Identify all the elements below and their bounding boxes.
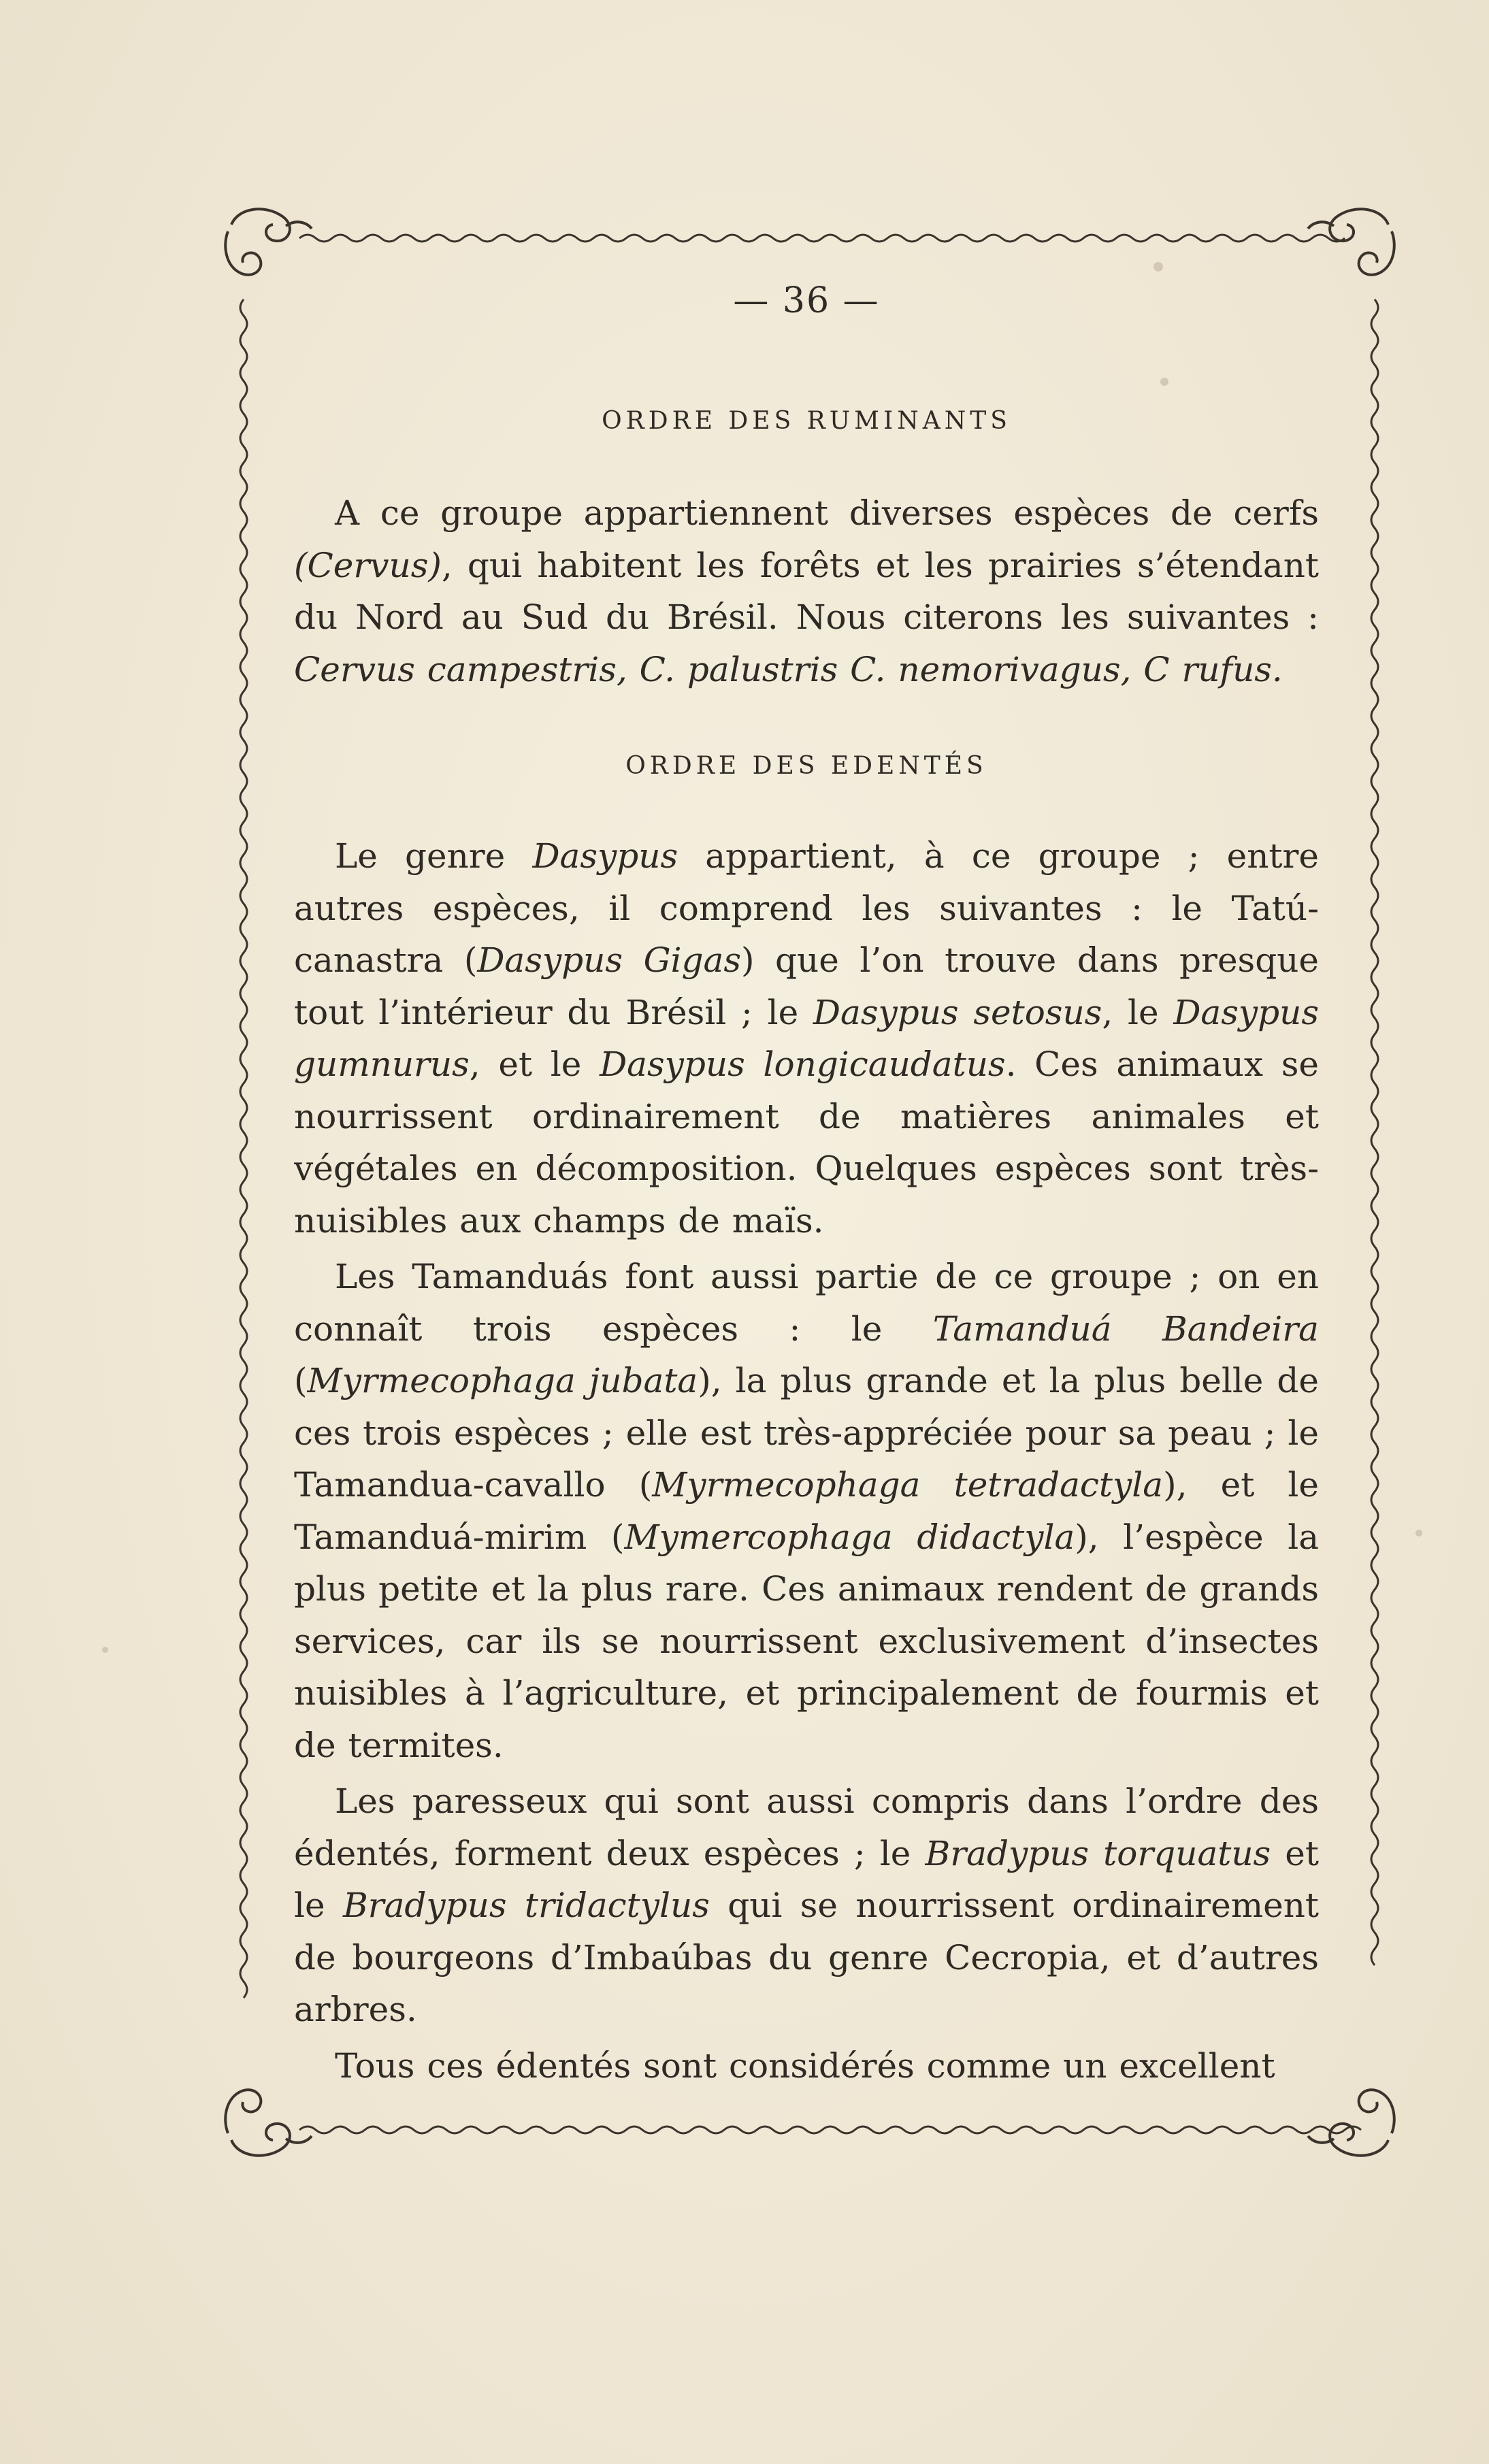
text-span-italic: Bradypus torquatus (925, 1833, 1271, 1873)
text-span: ) que l’on trouve dans presque tout l’intérieur du Brésil ; le (294, 940, 1319, 1032)
text-span-italic: Dasypus longicaudatus (600, 1045, 1006, 1084)
corner-ornament-bottom-left (225, 2090, 312, 2156)
text-span-italic: Dasypus setosus (813, 992, 1102, 1032)
text-block (294, 272, 1319, 2096)
text-span-italic: Myrmecophaga jubata (307, 1361, 698, 1400)
text-span-italic: Cervus campestris, C. palustris C. nemorivagus, C rufus. (294, 649, 1283, 689)
text-span: ), et le Tamanduá-mirim ( (294, 1465, 1319, 1557)
paper-spot (102, 1647, 108, 1653)
paragraph-paresseux (294, 1775, 1319, 2036)
corner-ornament-top-left (225, 209, 312, 275)
text-span-italic: Dasypus Gigas (477, 940, 741, 980)
paper-spot (1416, 1530, 1422, 1537)
text-span-italic: Dasypus (532, 836, 678, 876)
text-span: ), l’espèce la plus petite et la plus rare. Ces animaux rendent de grands services, car ils se nourrissent exclusivement d’insectes nuisibles à l’agriculture, et principalement de fourmis et de termites. (294, 1517, 1319, 1765)
paragraph-dasypus (294, 830, 1319, 1247)
paragraph-tamanduas (294, 1251, 1319, 1771)
paragraph-final (294, 2040, 1319, 2092)
text-span: et le (294, 1833, 1319, 1925)
text-span-italic: Myrmecophaga tetradactyla (652, 1465, 1164, 1505)
text-span: , et le (469, 1045, 600, 1084)
text-span: Le genre (335, 836, 533, 876)
right-border-line (1371, 299, 1378, 1965)
section-heading-edentes: ORDRE DES EDENTÉS (625, 752, 987, 780)
text-span: ), la plus grande et la plus belle de ces trois espèces ; elle est très-appréciée pour sa peau ; le Tamandua-cavallo ( (294, 1361, 1319, 1505)
text-span: Les Tamanduás font aussi partie de ce groupe ; on en connaît trois espèces : le (294, 1257, 1319, 1349)
text-span: Les paresseux qui sont aussi compris dans l’ordre des édentés, forment deux espèces ; le (294, 1781, 1319, 1873)
text-span: , le (1102, 992, 1174, 1032)
page-number: — 36 — (733, 280, 880, 321)
text-span: . Ces animaux se nourrissent ordinairement de matières animales et végétales en décomposition. Quelques espèces sont très-nuisibles aux champs de maïs. (294, 1045, 1319, 1241)
text-span: appartient, à ce groupe ; entre autres espèces, il comprend les suivantes : le Tatú-canastra ( (294, 836, 1319, 980)
text-span: qui se nourrissent ordinairement de bourgeons d’Imbaúbas du genre Cecropia, et d’autres arbres. (294, 1886, 1319, 2029)
text-span-italic: (Cervus) (294, 545, 442, 585)
paper-spot (1153, 262, 1163, 272)
corner-ornament-bottom-right (1308, 2090, 1394, 2156)
corner-ornament-top-right (1308, 209, 1394, 275)
text-span-italic: Tamanduá Bandeira (932, 1309, 1319, 1349)
text-span-italic: Mymercophaga didactyla (624, 1517, 1075, 1557)
bottom-border-line (299, 2126, 1361, 2133)
left-border-line (240, 299, 247, 1998)
text-span-italic: Dasypus gumnurus (294, 992, 1319, 1084)
text-span: A ce groupe appartiennent diverses espèces de cerfs (335, 493, 1319, 533)
text-span-italic: Bradypus tridactylus (342, 1886, 710, 1925)
section-heading-ruminants: ORDRE DES RUMINANTS (602, 407, 1011, 435)
paragraph-ruminants (294, 487, 1319, 695)
top-border-line (299, 235, 1345, 242)
text-span: , qui habitent les forêts et les prairies s’étendant du Nord au Sud du Brésil. Nous citerons les suivantes : (294, 545, 1319, 637)
text-span: ( (294, 1361, 308, 1400)
text-span: Tous ces édentés sont considérés comme un excellent (335, 2046, 1275, 2086)
